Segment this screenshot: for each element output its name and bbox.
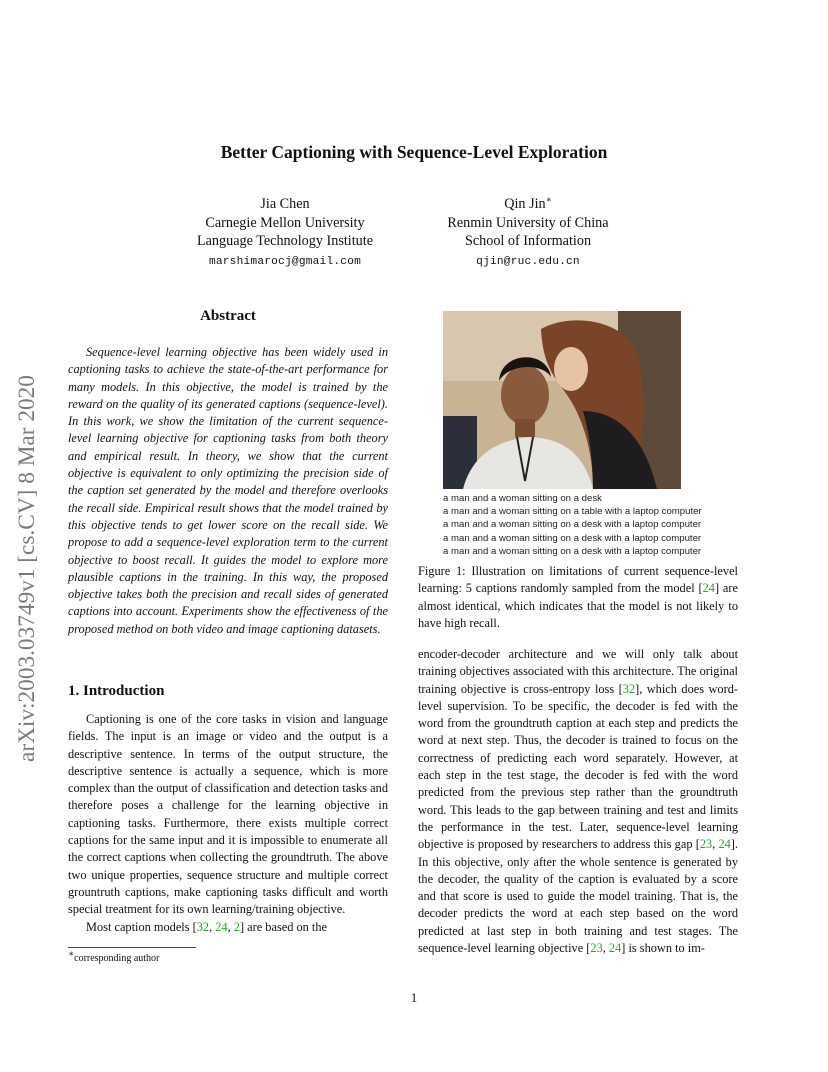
citation-link[interactable]: 23 (699, 837, 713, 852)
figure-sample-captions (443, 492, 733, 558)
footnote (68, 948, 160, 964)
text-run: Figure 1: Illustration on limitations of current sequence-level learning: 5 captions randomly sampled from the model [ (418, 564, 738, 596)
abstract-heading: Abstract (200, 308, 256, 324)
figure-photo (443, 311, 681, 489)
sample-caption: a man and a woman sitting on a table with a laptop computer (443, 506, 702, 518)
text-run: ] are based on the (239, 919, 328, 934)
text-run: encoder-decoder architecture and we will only talk about training objectives associated with this architecture. The original training objective is cross-entropy loss [ (418, 647, 738, 696)
author-affiliation: Carnegie Mellon University (205, 214, 365, 231)
author-block-1 (160, 195, 410, 271)
section-heading-introduction: 1. Introduction (68, 683, 165, 699)
page-number: 1 (410, 990, 418, 1005)
text-run: , (227, 919, 234, 934)
arxiv-stamp[interactable]: arXiv:2003.03749v1 [cs.CV] 8 Mar 2020 (14, 375, 40, 762)
author-department: School of Information (464, 233, 592, 249)
footnote-text: corresponding author (74, 953, 160, 964)
author-affiliation: Renmin University of China (447, 214, 609, 231)
citation-link[interactable]: 23 (590, 941, 603, 956)
intro-paragraph-1: Captioning is one of the core tasks in vision and language fields. The input is an image or video and the output is a descriptive sentence. In terms of the output structure, the descriptive sentence is actually a sequence, which is more complex than the output of classification and detection tasks and therefore poses a challenge for the learning objective in captioning tasks. Furthermore, there exists multiple correct captions for the same input and it is impossible to enumerate all the correct captions when collecting the groundtruth. The above two unique properties, sequence structure and multiple correct grountruth captions, make captioning tasks difficult and worth special treatment for its own learning/training objective. (68, 712, 388, 917)
footnote-mark: ∗ (68, 948, 75, 959)
intro-paragraph-2 (68, 919, 388, 936)
text-run: ], which does word-level supervision. To be specific, the decoder is fed with the word from the groundtruth caption at each step and predicts the word at next step. Thus, the decoder is trained to focus on the correctness of predicting each word separately. However, at each step in the test stage, the decoder is fed with the word predicted from the previous step rather than the groundtruth word. This leads to the gap between training and test and limits the performance in the test. Later, sequence-level learning objective is proposed by researchers to address this gap [ (418, 681, 738, 852)
author-email[interactable]: qjin@ruc.edu.cn (476, 255, 580, 268)
figure-caption (418, 563, 738, 632)
author-email[interactable]: marshimarocj@gmail.com (208, 255, 362, 268)
sample-caption: a man and a woman sitting on a desk with a laptop computer (443, 545, 702, 557)
text-run: , (209, 919, 216, 934)
text-run: ] is shown to im- (621, 941, 705, 956)
citation-link[interactable]: 24 (215, 919, 228, 934)
citation-link[interactable]: 24 (702, 581, 715, 596)
paper-title: Better Captioning with Sequence-Level Exploration (220, 142, 608, 162)
text-run: , (602, 941, 609, 956)
citation-link[interactable]: 32 (196, 919, 210, 934)
body-paragraph (418, 646, 738, 957)
footnote-rule (68, 947, 196, 948)
sample-caption: a man and a woman sitting on a desk with a laptop computer (443, 532, 702, 544)
author-block-2 (403, 195, 653, 271)
people-photo-icon (443, 311, 681, 489)
arxiv-stamp-container (8, 286, 48, 762)
right-column-body (418, 646, 738, 957)
text-run: , (712, 837, 719, 852)
author-name-line (403, 195, 653, 214)
citation-link[interactable]: 2 (233, 919, 240, 934)
author-name: Jia Chen (260, 196, 310, 212)
citation-link[interactable]: 24 (718, 837, 731, 852)
citation-link[interactable]: 24 (608, 941, 622, 956)
intro-body (68, 711, 388, 936)
abstract-text: Sequence-level learning objective has been widely used in captioning tasks to achieve the state-of-the-art performance for many models. In this objective, the model is trained by the reward on the quality of its generated captions (sequence-level). In this work, we show the limitation of the current sequence-level learning objective for captioning tasks from both theory and empirical result. In theory, we show that the current objective is equivalent to only optimizing the precision side of the caption set generated by the model and therefore overlooks the recall side. Empirical result shows that the model trained by this objective tends to get lower score on the recall side. We propose to add a sequence-level exploration term to the current objective to boost recall. It guides the model to explore more plausible captions in the training. In this way, the proposed objective takes both the precision and recall sides of generated captions into account. Experiments show the effectiveness of the proposed method on both video and image captioning datasets. (68, 345, 388, 636)
text-run: ]. In this objective, only after the whole sentence is generated by the decoder, the quality of the caption is evaluated by a score and that score is used to guide the model training. That is, the decoder predicts the word at each step based on the word predicted at last step in both training and test stages. The sequence-level learning objective [ (418, 837, 738, 956)
text-run: ] are almost identical, which indicates that the model is not likely to have high recall. (418, 581, 738, 630)
sample-caption: a man and a woman sitting on a desk with a laptop computer (443, 519, 702, 531)
text-run: Most caption models [ (86, 919, 197, 934)
sample-caption: a man and a woman sitting on a desk (443, 493, 602, 504)
author-name: Qin Jin (504, 196, 546, 212)
citation-link[interactable]: 32 (622, 681, 636, 696)
author-department: Language Technology Institute (196, 233, 374, 249)
footnote-marker: ∗ (545, 194, 552, 205)
